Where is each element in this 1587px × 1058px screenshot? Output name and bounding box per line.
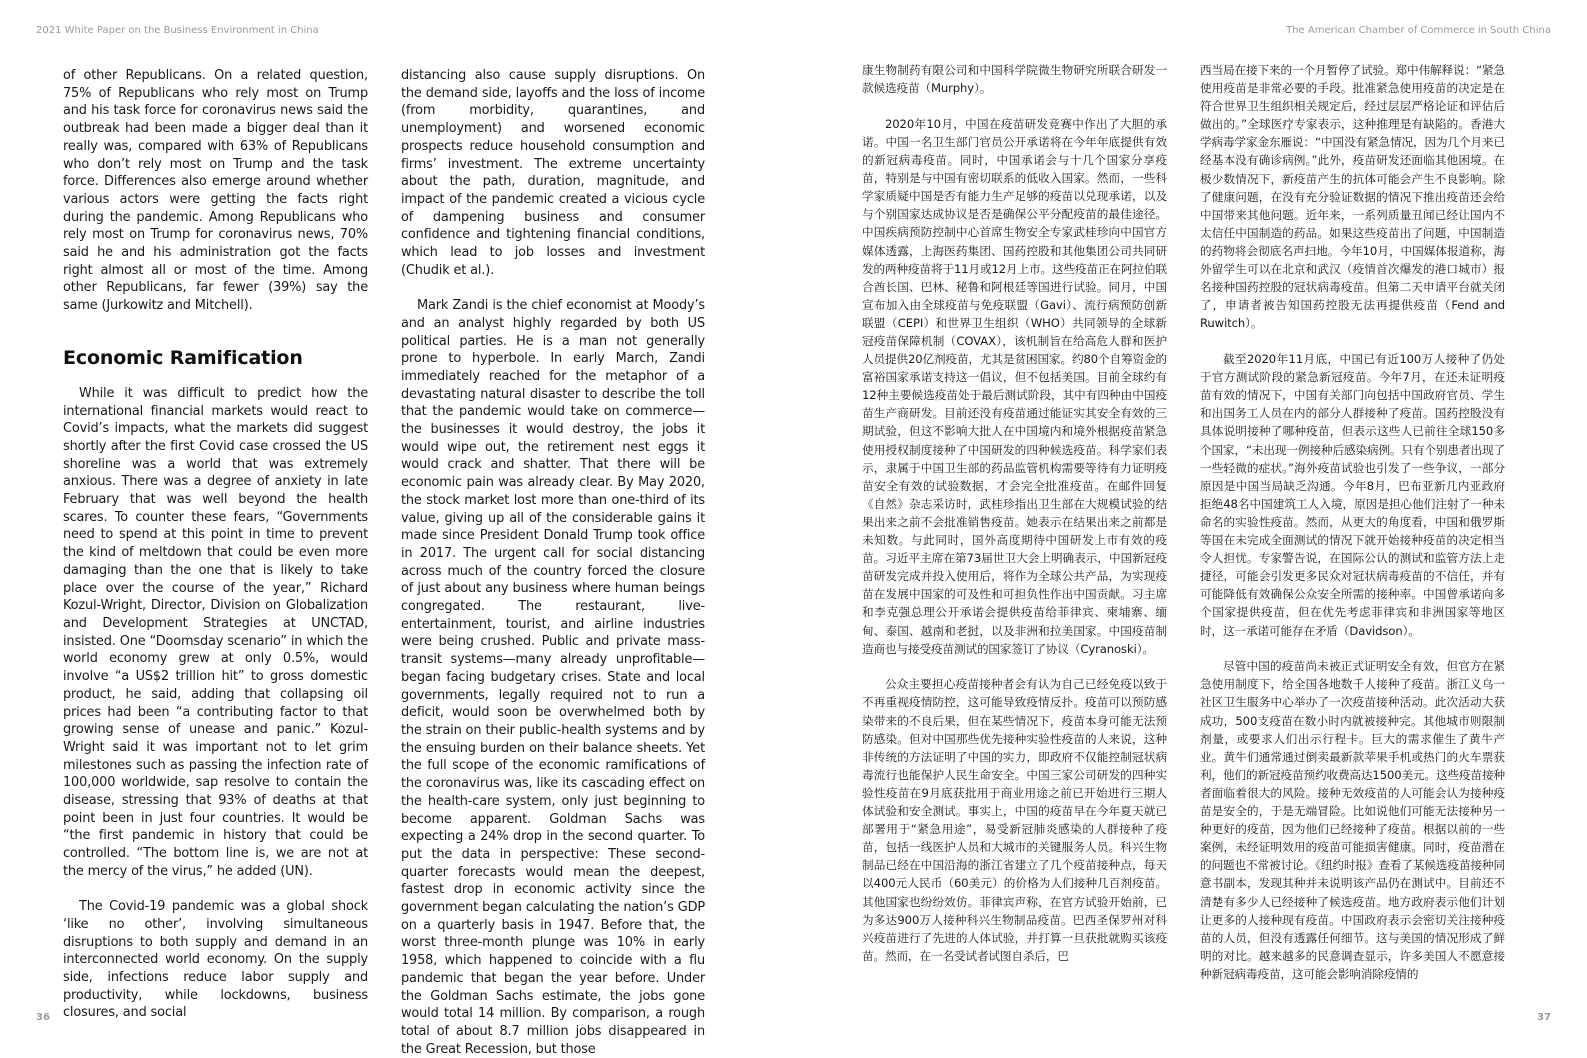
left-page-column-2 bbox=[401, 67, 705, 1057]
paragraph: 康生物制药有限公司和中国科学院微生物研究所联合研发一款候选疫苗（Murphy）。 bbox=[862, 63, 1167, 96]
paragraph: 截至2020年11月底，中国已有近100万人接种了仍处于官方测试阶段的紧急新冠疫苗。今年7月，在还未证明疫苗有效的情况下，中国有关部门向包括中国政府官员、学生和出国务工人员在内的部分人群接种了疫苗。国药控股没有具体说明接种了哪种疫苗，但表示这些人已前往全球150多个国家，“未出现一例接种后感染病例。只有个别患者出现了一些轻微的症状。”海外疫苗试验也引发了一些争议，一部分原因是中国当局缺乏沟通。今年8月，巴布亚新几内亚政府拒绝48名中国建筑工人入境，原因是担心他们注射了一种未命名的实验性疫苗。然而，从更大的角度看，中国和俄罗斯等国在未完成全面测试的情况下就开始接种疫苗的决定相当令人担忧。专家警告说，在国际公认的测试和监管方法上走捷径，可能会引发更多民众对冠状病毒疫苗的不信任，并有可能降低有效确保公众安全所需的接种率。中国曾承诺向多个国家提供疫苗，但在优先考虑菲律宾和非洲国家等地区时，这一承诺可能存在矛盾（Davidson）。 bbox=[1200, 352, 1505, 638]
paragraph: 公众主要担心疫苗接种者会有认为自己已经免疫以致于不再重视疫情防控，这可能导致疫情反扑。疫苗可以预防感染带来的不良后果，但在某些情况下，疫苗本身可能无法预防感染。但对中国那些优先接种实验性疫苗的人来说，这种非传统的方法证明了中国的实力，即政府不仅能控制冠状病毒流行也能保护人民生命安全。中国三家公司研发的四种实验性疫苗在9月底获批用于商业用途之前已开始进行三期人体试验和安全测试。事实上，中国的疫苗早在今年夏天就已部署用于“紧急用途”，易受新冠肺炎感染的人群接种了疫苗，包括一线医护人员和大城市的关键服务人员。科兴生物制品已经在中国沿海的浙江省建立了几个疫苗接种点，每天以400元人民币（60美元）的价格为人们接种几百剂疫苗。其他国家也纷纷效仿。菲律宾声称，在官方试验开始前，已为多达900万人接种科兴生物制品疫苗。巴西圣保罗州对科兴疫苗进行了先进的人体试验，并打算一旦获批就购买该疫苗。然而，在一名受试者试图自杀后，巴 bbox=[862, 677, 1167, 963]
right-page-column-1 bbox=[862, 61, 1167, 971]
page-number-right: 37 bbox=[1537, 1012, 1551, 1023]
running-header-right: The American Chamber of Commerce in South China bbox=[1286, 25, 1551, 36]
page-number-left: 36 bbox=[36, 1012, 50, 1023]
paragraph: Mark Zandi is the chief economist at Moody’s and an analyst highly regarded by both US political parties. He is a man not generally prone to hyperbole. In early March, Zandi immediately reached for the metaphor of a devastating natural disaster to describe the toll that the pandemic would take on commerce—the businesses it would destroy, the jobs it would wipe out, the retirement nest eggs it would crack and shatter. That there will be economic pain was already clear. By May 2020, the stock market lost more than one-third of its value, giving up all of the considerable gains it made since President Donald Trump took office in 2017. The urgent call for social distancing across much of the country forced the closure of just about any business where human beings congregated. The restaurant, live-entertainment, tourist, and airline industries were being crushed. Public and private mass-transit systems—many already unprofitable—began facing budgetary crises. State and local governments, legally required not to run a deficit, would soon be overwhelmed both by the strain on their public-health systems and by the ensuing burden on their balance sheets. Yet the full scope of the economic ramifications of the coronavirus was, like its cascading effect on the health-care system, only just beginning to become apparent. Goldman Sachs was expecting a 24% drop in the second quarter. To put the data in perspective: These second-quarter forecasts would mean the deepest, fastest drop in economic activity since the government began calculating the nation’s GDP on a quarterly basis in 1947. Before that, the worst three-month plunge was 10% in early 1958, which happened to coincide with a flu pandemic that began the year before. Under the Goldman Sachs estimate, the jobs gone would total 14 million. By comparison, a rough total of about 8.7 million jobs disappeared in the Great Recession, but those bbox=[401, 298, 705, 1057]
section-heading-economic-ramification: Economic Ramification bbox=[63, 346, 303, 369]
paragraph: 西当局在接下来的一个月暂停了试验。郑中伟解释说：“紧急使用疫苗是非常必要的手段。批准紧急使用疫苗的决定是在符合世界卫生组织相关规定后，经过层层严格论证和评估后做出的。”全球医疗专家表示，这种推理是有缺陷的。香港大学病毒学家金东雁说：“中国没有紧急情况，因为几个月来已经基本没有确诊病例。”此外，疫苗研发还面临其他困境。在极少数情况下，新疫苗产生的抗体可能会产生不良影响。除了健康问题，在没有充分验证数据的情况下推出疫苗还会给中国带来其他问题。近年来，一系列质量丑闻已经让国内不太信任中国制造的药品。如果这些疫苗出了问题，中国制造的药物将会彻底名声扫地。今年10月，中国媒体报道称，海外留学生可以在北京和武汉（疫情首次爆发的港口城市）报名接种国药控股的冠状病毒疫苗。但第二天申请平台就关闭了，申请者被告知国药控股无法再提供疫苗（Fend and Ruwitch）。 bbox=[1200, 63, 1505, 331]
paragraph: The Covid-19 pandemic was a global shock ‘like no other’, involving simultaneous disruptions to both supply and demand in an interconnected world economy. On the supply side, infections reduce labor supply and productivity, while lockdowns, business closures, and social bbox=[63, 899, 368, 1021]
left-page-column-1 bbox=[63, 67, 368, 1021]
paragraph: 尽管中国的疫苗尚未被正式证明安全有效，但官方在紧急使用制度下，给全国各地数千人接种了疫苗。浙江义乌一社区卫生服务中心举办了一次疫苗接种活动。此次活动大获成功，500支疫苗在数小时内就被接种完。其他城市则限制剂量，或要求人们出示行程卡。巨大的需求催生了黄牛产业。黄牛们通常通过倒卖最新款苹果手机或热门的火车票获利，他们的新冠疫苗预约收费高达1500美元。这些疫苗接种者面临着很大的风险。接种无效疫苗的人可能会认为接种疫苗是安全的，于是无端冒险。比如说他们可能无法接种另一种更好的疫苗，因为他们已经接种了疫苗。根据以前的一些案例，未经证明效用的疫苗可能损害健康。同时，疫苗潜在的问题也不常被讨论。《纽约时报》查看了某候选疫苗接种同意书副本，发现其种并未说明该产品仍在测试中。目前还不清楚有多少人已经接种了候选疫苗。地方政府表示他们计划让更多的人接种现有疫苗。中国政府表示会密切关注接种疫苗的人员，但没有透露任何细节。这与美国的情况形成了鲜明的对比。越来越多的民意调查显示，许多美国人不愿意接种新冠病毒疫苗，这可能会影响消除疫情的 bbox=[1200, 659, 1505, 981]
paragraph: 2020年10月，中国在疫苗研发竞赛中作出了大胆的承诺。中国一名卫生部门官员公开承诺将在今年年底提供有效的新冠病毒疫苗。同时，中国承诺会与十几个国家分享疫苗，特别是与中国有密切联系的低收入国家。然而，一些科学家质疑中国是否有能力生产足够的疫苗以兑现承诺，以及与个别国家达成协议是否是确保公平分配疫苗的最佳途径。中国疾病预防控制中心首席生物安全专家武桂珍向中国官方媒体透露，上海医药集团、国药控股和其他集团公司共同研发的两种疫苗将于11月或12月上市。这些疫苗正在阿拉伯联合酋长国、巴林、秘鲁和阿根廷等国进行试验。同月，中国宣布加入由全球疫苗与免疫联盟（Gavi）、流行病预防创新联盟（CEPI）和世界卫生组织（WHO）共同领导的全球新冠疫苗保障机制（COVAX），该机制旨在给高危人群和医护人员提供20亿剂疫苗，尤其是贫困国家。约80个自筹资金的富裕国家承诺支持这一倡议，但不包括美国。目前全球约有12种主要候选疫苗处于最后测试阶段，其中有四种由中国疫苗生产商研发。目前还没有疫苗通过能证实其安全有效的三期试验，但这不影响大批人在中国境内和境外根据疫苗紧急使用授权制度接种了中国研发的四种候选疫苗。科学家们表示，隶属于中国卫生部的药品监管机构需要等待有力证明疫苗安全有效的试验数据，才会完全批准疫苗。在邮件回复《自然》杂志采访时，武桂珍指出卫生部在大规模试验的结果出来之前不会批准销售疫苗。她表示在结果出来之前都是未知数。与此同时，国外高度期待中国研发上市有效的疫苗。习近平主席在第73届世卫大会上明确表示，中国新冠疫苗研发完成并投入使用后，将作为全球公共产品，为实现疫苗在发展中国家的可及性和可担负性作出中国贡献。习主席和李克强总理公开承诺会提供疫苗给菲律宾、柬埔寨、缅甸、泰国、越南和老挝，以及非洲和拉美国家。中国疫苗制造商也与接受疫苗测试的国家签订了协议（Cyranoski）。 bbox=[862, 116, 1167, 656]
paragraph: While it was difficult to predict how the international financial markets would react to Covid’s impacts, what the markets did suggest shortly after the first Covid case crossed the US shoreline was a world that was extremely anxious. There was a degree of anxiety in late February that was well beyond the health scares. To counter these fears, “Governments need to spend at this point in time to prevent the kind of meltdown that could be even more damaging than the one that is likely to take place over the course of the year,” Richard Kozul-Wright, Director, Division on Globalization and Development Strategies at UNCTAD, insisted. One “Doomsday scenario” in which the world economy grew at only 0.5%, would involve “a US$2 trillion hit” to gross domestic product, he said, adding that collapsing oil prices had been “a contributing factor to that growing sense of unease and panic.” Kozul-Wright said it was important not to let grim milestones such as passing the infection rate of 100,000 worldwide, sap resolve to contain the disease, stressing that 93% of deaths at that point been in just four countries. It would be “the first pandemic in history that could be controlled. “The bottom line is, we are not at the mercy of the virus,” he added (UN). bbox=[63, 385, 368, 879]
running-header-left: 2021 White Paper on the Business Environment in China bbox=[36, 25, 319, 36]
right-page-column-2 bbox=[1200, 61, 1505, 981]
paragraph: distancing also cause supply disruptions. On the demand side, layoffs and the loss of income (from morbidity, quarantines, and unemployment) and worsened economic prospects reduce household consumption and firms’ investment. The extreme uncertainty about the path, duration, magnitude, and impact of the pandemic created a vicious cycle of dampening business and consumer confidence and tightening financial conditions, which lead to job losses and investment (Chudik et al.). bbox=[401, 68, 705, 278]
paragraph: of other Republicans. On a related question, 75% of Republicans who rely most on Trump and his task force for coronavirus news said the outbreak had been made a bigger deal than it really was, compared with 63% of Republicans who don’t rely most on Trump and the task force. Differences also emerge around whether various actors were getting the facts right during the pandemic. Among Republicans who rely most on Trump for coronavirus news, 70% said he and his administration got the facts right almost all or most of the time. Among other Republicans, far fewer (39%) say the same (Jurkowitz and Mitchell). bbox=[63, 68, 368, 314]
